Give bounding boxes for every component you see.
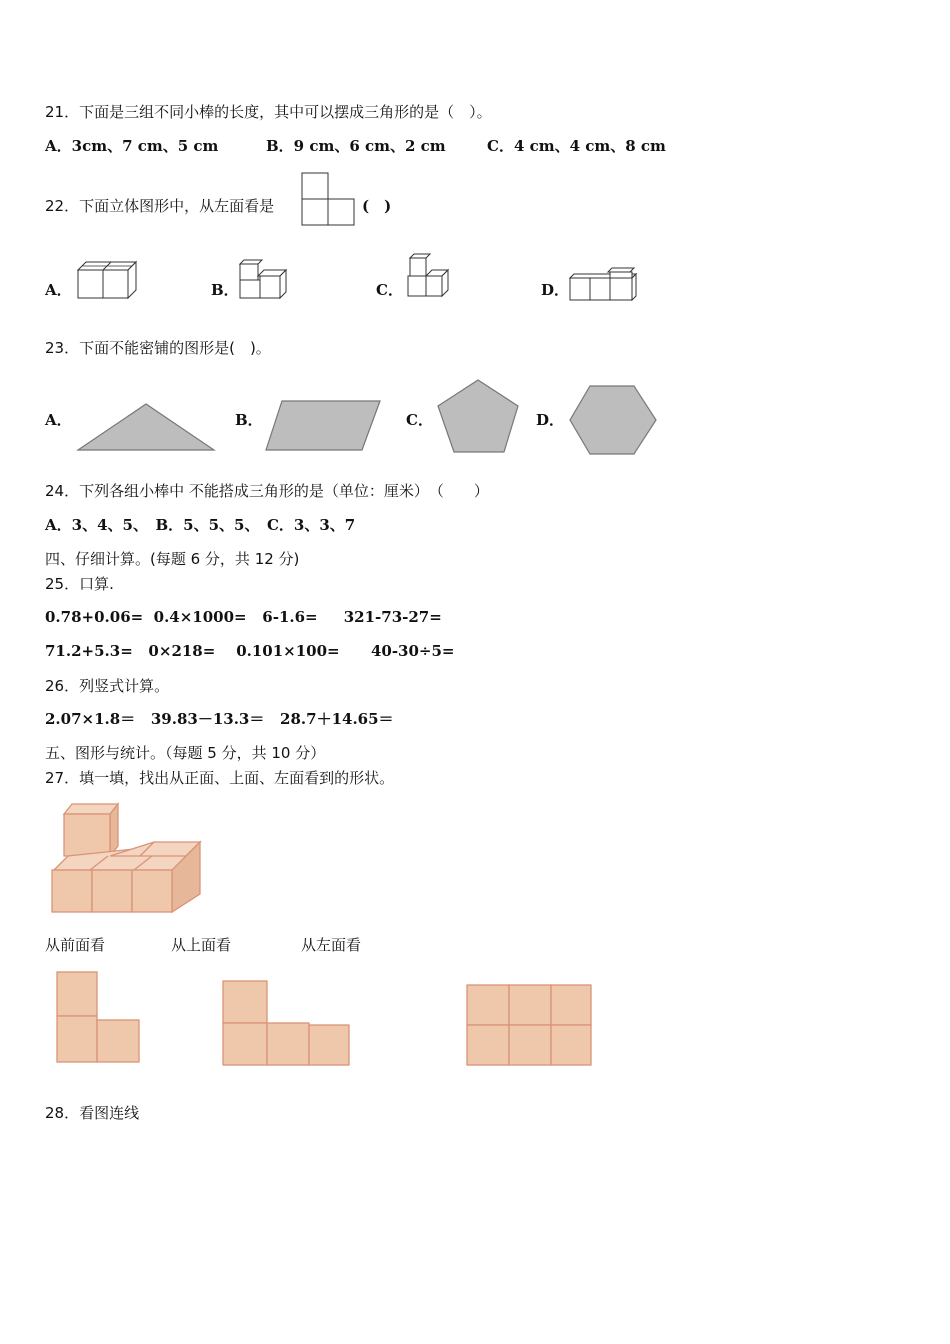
q22-label-a[interactable]: A．	[45, 281, 72, 299]
q26-row: 2.07×1.8＝ 39.83－13.3＝ 28.7＋14.65＝	[45, 710, 394, 728]
q25-row2: 71.2+5.3= 0×218= 0.101×100= 40-30÷5=	[45, 642, 455, 660]
q24-options: A．3、4、5、 B．5、5、5、 C．3、3、7	[45, 516, 356, 534]
section4-title: 四、仔细计算。(每题 6 分，共 12 分)	[45, 550, 300, 568]
q21-option-a[interactable]: A．3cm、7 cm、5 cm	[45, 137, 219, 155]
q21-option-b[interactable]: B．9 cm、6 cm、2 cm	[266, 137, 446, 155]
q22-figure-c[interactable]	[404, 252, 452, 300]
q21-question: 21．下面是三组不同小棒的长度，其中可以摆成三角形的是（ ）。	[45, 103, 492, 121]
q27-top-view	[221, 979, 353, 1069]
q27-view-top-label: 从上面看	[171, 936, 232, 954]
q27-view-front-label: 从前面看	[45, 936, 106, 954]
section5-title: 五、图形与统计。（每题 5 分，共 10 分）	[45, 744, 326, 762]
q22-question: 22．下面立体图形中，从左面看是	[45, 197, 275, 215]
q27-front-view	[55, 970, 143, 1066]
q22-label-c[interactable]: C．	[376, 281, 403, 299]
q22-label-b[interactable]: B．	[211, 281, 239, 299]
q23-label-b[interactable]: B．	[235, 411, 263, 429]
q23-label-a[interactable]: A．	[45, 411, 72, 429]
q23-label-d[interactable]: D．	[536, 411, 565, 429]
q22-left-view-figure	[301, 172, 357, 226]
q23-pentagon[interactable]	[436, 378, 522, 458]
q23-triangle[interactable]	[76, 400, 218, 456]
q27-left-view	[465, 983, 595, 1069]
q25-row1: 0.78+0.06= 0.4×1000= 6-1.6= 321-73-27=	[45, 608, 442, 626]
q27-view-left-label: 从左面看	[301, 936, 362, 954]
q27-title: 27．填一填，找出从正面、上面、左面看到的形状。	[45, 769, 395, 787]
q24-question: 24．下列各组小棒中 不能搭成三角形的是（单位：厘米） （ ）	[45, 482, 489, 500]
q23-question: 23．下面不能密铺的图形是( )。	[45, 339, 271, 357]
q23-hexagon[interactable]	[568, 384, 658, 458]
q22-blank: ( )	[362, 197, 392, 215]
q21-option-c[interactable]: C．4 cm、4 cm、8 cm	[487, 137, 666, 155]
q22-figure-a[interactable]	[76, 258, 140, 302]
q23-parallelogram[interactable]	[264, 398, 384, 454]
q25-title: 25．口算.	[45, 575, 114, 593]
q28-title: 28．看图连线	[45, 1104, 140, 1122]
q26-title: 26．列竖式计算。	[45, 677, 170, 695]
q27-solid-figure	[50, 800, 206, 916]
q22-figure-b[interactable]	[238, 258, 290, 302]
q23-label-c[interactable]: C．	[406, 411, 433, 429]
q22-figure-d[interactable]	[568, 264, 640, 304]
q22-label-d[interactable]: D．	[541, 281, 570, 299]
